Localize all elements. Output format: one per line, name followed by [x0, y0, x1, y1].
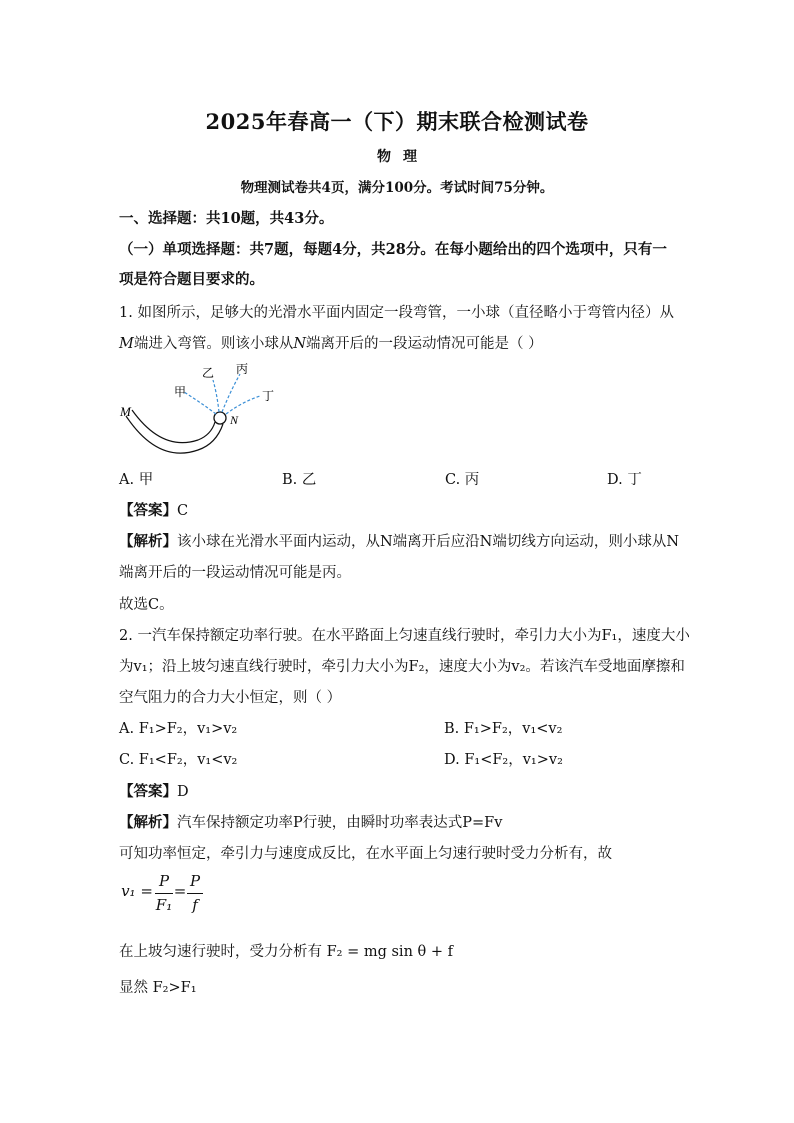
q1-option-a: A. 甲: [119, 472, 154, 488]
q1-stem-line2: [119, 332, 543, 353]
q1-bent-tube-figure: [118, 362, 288, 462]
fig-label-bing: 丙: [236, 362, 249, 376]
q2-stem-line2: 为v₁；沿上坡匀速直线行驶时，牵引力大小为F₂，速度大小为v₂。若该汽车受地面摩擦和: [119, 659, 685, 675]
q2-stem-line3: 空气阻力的合力大小恒定，则（ ）: [119, 690, 342, 706]
formula-den1: F₁: [155, 896, 173, 914]
q1-conclusion: 故选C。: [119, 597, 174, 613]
path-bing: [222, 374, 240, 412]
formula-num2: P: [189, 872, 201, 890]
q1-option-d: D. 丁: [607, 472, 642, 488]
q2-option-c: C. F₁<F₂，v₁<v₂: [119, 752, 238, 768]
q2-option-b: B. F₁>F₂，v₁<v₂: [444, 721, 563, 737]
fig-label-ding: 丁: [262, 389, 275, 403]
fraction-bar-1: [155, 893, 173, 894]
subsection-heading-line1: （一）单项选择题：共7题，每题4分，共28分。在每小题给出的四个选项中，只有一: [119, 241, 667, 258]
q1-stem-line1: 1. 如图所示，足够大的光滑水平面内固定一段弯管，一小球（直径略小于弯管内径）从: [119, 305, 674, 321]
answer-tag: 【答案】: [119, 502, 177, 519]
q2-analysis-line2: 可知功率恒定，牵引力与速度成反比，在水平面上匀速行驶时受力分析有，故: [119, 846, 612, 862]
q1-label-m: M: [119, 336, 134, 352]
fig-label-yi: 乙: [202, 366, 215, 380]
q1-answer: [119, 499, 188, 520]
path-jia: [184, 392, 216, 414]
exam-title: 2025年春高一（下）期末联合检测试卷: [205, 109, 589, 134]
q2-stem-line1: 2. 一汽车保持额定功率行驶。在水平路面上匀速直线行驶时，牵引力大小为F₁，速度大小: [119, 628, 690, 644]
fraction-bar-2: [187, 893, 203, 894]
q1-analysis-line1: [119, 530, 679, 551]
q1-analysis-line2: 端离开后的一段运动情况可能是丙。: [119, 565, 351, 581]
q1-label-n: N: [293, 336, 307, 352]
answer-value: D: [177, 784, 189, 800]
section-heading: 一、选择题：共10题，共43分。: [119, 210, 334, 227]
subsection-heading-line2: 项是符合题目要求的。: [119, 271, 264, 288]
path-ding: [226, 396, 260, 414]
q2-option-d: D. F₁<F₂，v₁>v₂: [444, 752, 563, 768]
fig-label-n: N: [230, 413, 239, 427]
analysis-tag: 【解析】: [119, 533, 177, 550]
q1-option-b: B. 乙: [282, 472, 317, 488]
q1-stem-text-a: 端进入弯管。则该小球从: [133, 336, 294, 352]
exam-note: 物理测试卷共4页，满分100分。考试时间75分钟。: [240, 180, 554, 196]
q2-analysis-line3: 在上坡匀速行驶时，受力分析有 F₂ = mg sin θ + f: [119, 944, 453, 960]
q2-option-a: A. F₁>F₂，v₁>v₂: [119, 721, 238, 737]
exam-subject: 物理: [377, 149, 429, 165]
q1-option-c: C. 丙: [445, 472, 480, 488]
answer-value: C: [177, 503, 189, 519]
answer-tag: 【答案】: [119, 783, 177, 800]
formula-num1: P: [158, 872, 170, 890]
fig-label-jia: 甲: [174, 385, 187, 399]
formula-lhs: v₁ =: [121, 882, 153, 900]
analysis-text: 该小球在光滑水平面内运动，从N端离开后应沿N端切线方向运动，则小球从N: [177, 534, 680, 550]
q2-analysis-line4: 显然 F₂>F₁: [119, 980, 197, 996]
q2-answer: [119, 780, 189, 801]
formula-eq: =: [173, 882, 187, 900]
q1-stem-text-b: 端离开后的一段运动情况可能是（ ）: [306, 336, 543, 352]
analysis-text: 汽车保持额定功率P行驶，由瞬时功率表达式P=Fv: [177, 815, 503, 831]
formula-den2: f: [192, 896, 198, 914]
q2-analysis-line1: [119, 811, 502, 832]
analysis-tag: 【解析】: [119, 814, 177, 831]
path-yi: [213, 380, 219, 412]
fig-label-m: M: [120, 404, 131, 419]
